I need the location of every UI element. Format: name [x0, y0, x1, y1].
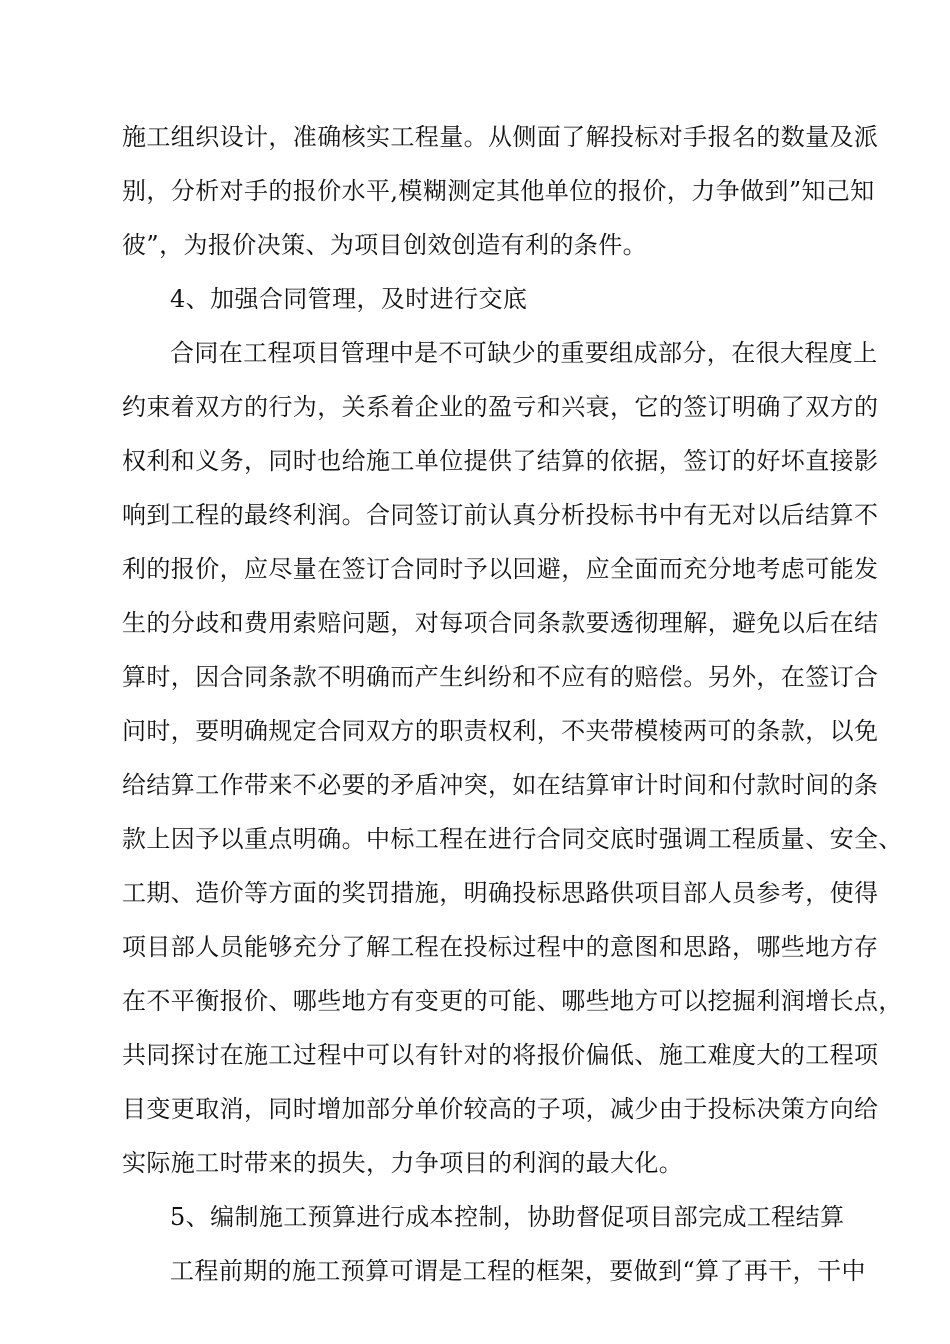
section-heading: 4、加强合同管理，及时进行交底 — [170, 285, 528, 313]
text-line: 款上因予以重点明确。中标工程在进行合同交底时强调工程质量、安全、 — [122, 825, 903, 853]
text-line: 合同在工程项目管理中是不可缺少的重要组成部分，在很大程度上 — [170, 339, 878, 367]
text-line: 约束着双方的行为，关系着企业的盈亏和兴衰，它的签订明确了双方的 — [122, 393, 879, 421]
text-line: 算时，因合同条款不明确而产生纠纷和不应有的赔偿。另外，在签订合 — [122, 663, 879, 691]
text-line: 项目部人员能够充分了解工程在投标过程中的意图和思路，哪些地方存 — [122, 933, 879, 961]
text-line: 实际施工时带来的损失，力争项目的利润的最大化。 — [122, 1149, 684, 1177]
text-line: 彼”，为报价决策、为项目创效创造有利的条件。 — [122, 231, 648, 259]
text-line: 权利和义务，同时也给施工单位提供了结算的依据，签订的好坏直接影 — [122, 447, 879, 475]
text-line: 共同探讨在施工过程中可以有针对的将报价偏低、施工难度大的工程项 — [122, 1041, 879, 1069]
text-line: 别，分析对手的报价水平,模糊测定其他单位的报价，力争做到”知己知 — [122, 177, 875, 205]
text-line: 生的分歧和费用索赔问题，对每项合同条款要透彻理解，避免以后在结 — [122, 609, 879, 637]
text-line: 工期、造价等方面的奖罚措施，明确投标思路供项目部人员参考，使得 — [122, 879, 879, 907]
section-heading: 5、编制施工预算进行成本控制，协助督促项目部完成工程结算 — [170, 1203, 845, 1231]
text-line: 目变更取消，同时增加部分单价较高的子项，减少由于投标决策方向给 — [122, 1095, 879, 1123]
text-line: 利的报价，应尽量在签订合同时予以回避，应全面而充分地考虑可能发 — [122, 555, 879, 583]
text-line: 问时，要明确规定合同双方的职责权利，不夹带模棱两可的条款，以免 — [122, 717, 879, 745]
text-line: 施工组织设计，准确核实工程量。从侧面了解投标对手报名的数量及派 — [122, 123, 879, 151]
text-line: 给结算工作带来不必要的矛盾冲突，如在结算审计时间和付款时间的条 — [122, 771, 879, 799]
text-line: 响到工程的最终利润。合同签订前认真分析投标书中有无对以后结算不 — [122, 501, 879, 529]
text-line: 在不平衡报价、哪些地方有变更的可能、哪些地方可以挖掘利润增长点， — [122, 987, 903, 1015]
text-line: 工程前期的施工预算可谓是工程的框架，要做到“算了再干，干中 — [170, 1257, 866, 1285]
